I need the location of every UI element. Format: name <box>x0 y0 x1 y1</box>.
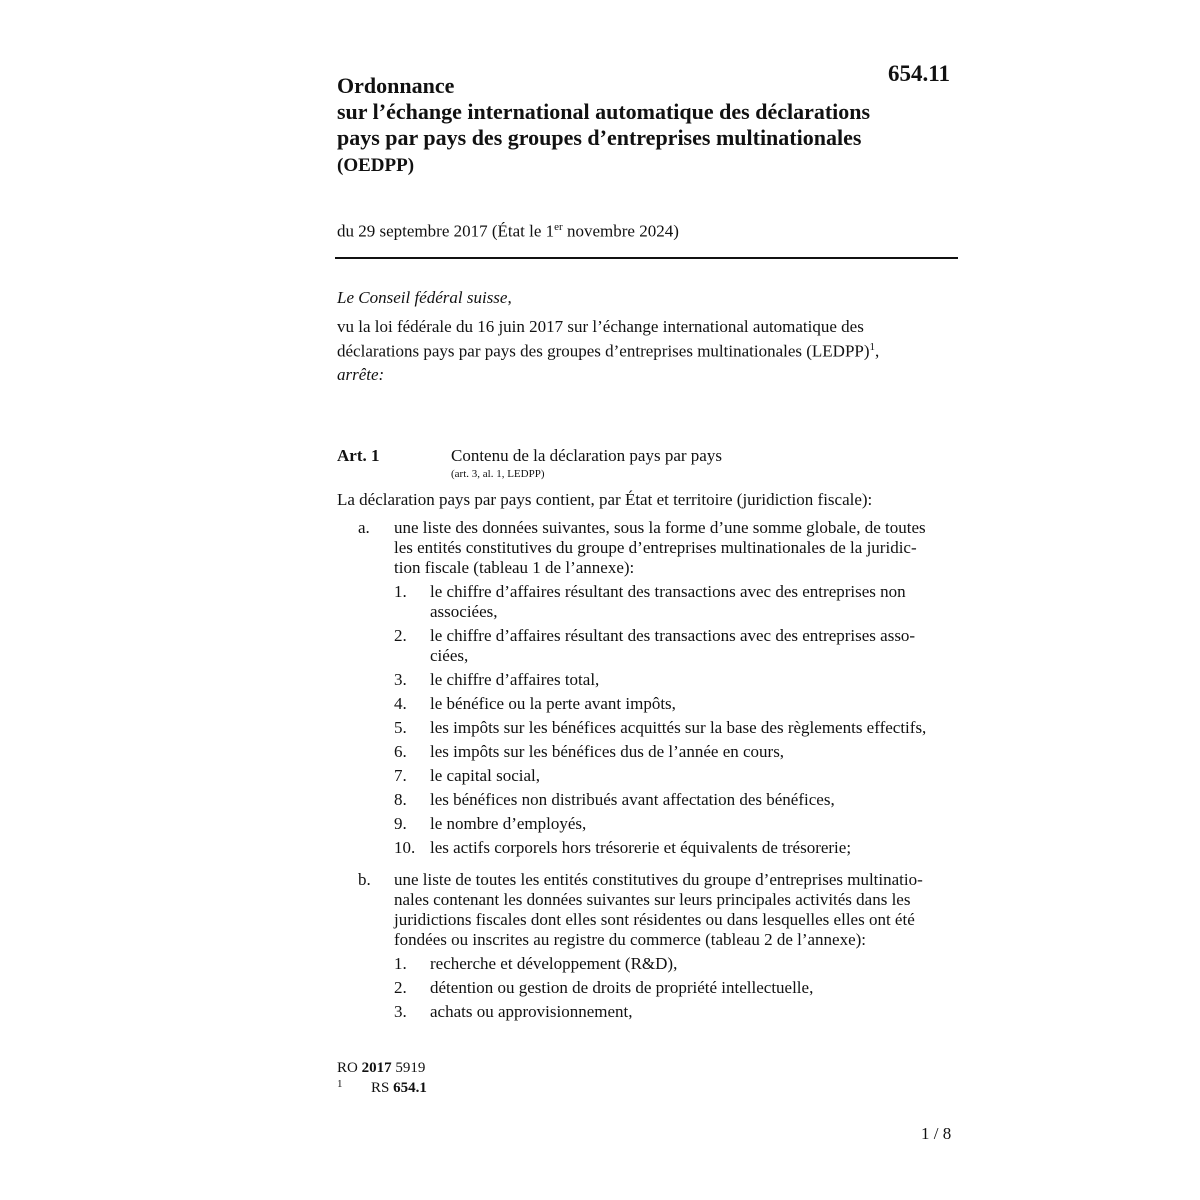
sub-item-text <box>430 814 957 834</box>
issuer-line <box>337 287 957 308</box>
sub-item-line: les actifs corporels hors trésorerie et équivalents de trésorerie; <box>430 838 852 857</box>
item-body <box>394 870 957 1022</box>
sub-item-line: les impôts sur les bénéfices acquittés sur la base des règlements effectifs, <box>430 718 927 737</box>
footnotes <box>337 1058 427 1098</box>
legal-basis-end: , <box>875 341 880 361</box>
sub-item-text <box>430 718 957 738</box>
title-line-2: sur l’échange international automatique des déclarations <box>337 99 871 124</box>
sub-item-number: 3. <box>394 1002 407 1021</box>
sub-item-number: 7. <box>394 766 407 785</box>
sub-item-number: 3. <box>394 670 407 689</box>
item-body <box>394 518 957 858</box>
sub-item-text <box>430 670 957 690</box>
sub-item-text <box>430 694 957 714</box>
sub-item <box>394 718 957 738</box>
sub-item-line: le nombre d’employés, <box>430 814 587 833</box>
issuer-comma: , <box>507 288 512 307</box>
sub-item-number: 4. <box>394 694 407 713</box>
sub-item <box>394 1002 957 1022</box>
sub-item-line: associées, <box>430 602 498 621</box>
sub-item-line: achats ou approvisionnement, <box>430 1002 633 1021</box>
article-title: Contenu de la déclaration pays par pays <box>451 446 722 465</box>
sub-item-number: 5. <box>394 718 407 737</box>
ro-page: 5919 <box>391 1060 426 1076</box>
item-line: tion fiscale (tableau 1 de l’annexe): <box>394 558 635 577</box>
list-item-a <box>337 518 957 858</box>
sub-item-line: détention ou gestion de droits de propriété intellectuelle, <box>430 978 814 997</box>
sub-item <box>394 670 957 690</box>
sub-item-number: 10. <box>394 838 416 857</box>
footnote-ref-1[interactable]: 1 <box>869 341 876 353</box>
article-intro: La déclaration pays par pays contient, par État et territoire (juridiction fiscale): <box>337 490 873 509</box>
sub-item <box>394 694 957 714</box>
sub-item-number: 1. <box>394 582 407 601</box>
sub-item-number: 6. <box>394 742 407 761</box>
sub-item-number: 2. <box>394 626 407 645</box>
issuer: Le Conseil fédéral suisse <box>337 288 508 307</box>
list-item-b <box>337 870 957 1022</box>
title-abbreviation: (OEDPP) <box>337 155 415 176</box>
ordinance-date <box>337 216 679 243</box>
sub-item-text <box>430 626 957 666</box>
sub-item <box>394 814 957 834</box>
article-reference: (art. 3, al. 1, LEDPP) <box>451 468 545 480</box>
ordinance-title <box>337 73 957 181</box>
sub-item-text <box>430 790 957 810</box>
sub-item-line: le chiffre d’affaires total, <box>430 670 600 689</box>
sub-item-line: recherche et développement (R&D), <box>430 954 678 973</box>
sub-item-number: 9. <box>394 814 407 833</box>
footnote-number: 1 <box>337 1078 343 1090</box>
sub-item <box>394 954 957 974</box>
title-line-1: Ordonnance <box>337 73 455 98</box>
sub-item-text <box>430 742 957 762</box>
sub-item-line: le chiffre d’affaires résultant des transactions avec des entreprises asso- <box>430 626 916 645</box>
sub-item-text <box>430 954 957 974</box>
item-line: nales contenant les données suivantes sur leurs principales activités dans les <box>394 890 911 909</box>
decree-word: arrête: <box>337 364 385 384</box>
footnote-1 <box>337 1078 427 1098</box>
sub-item-text <box>430 978 957 998</box>
footnote-sr-link[interactable]: 654.1 <box>393 1080 427 1096</box>
item-letter: b. <box>358 870 371 889</box>
sub-item-line: le chiffre d’affaires résultant des transactions avec des entreprises non <box>430 582 906 601</box>
item-line: une liste de toutes les entités constitutives du groupe d’entreprises multinatio- <box>394 870 923 889</box>
sub-item-text <box>430 766 957 786</box>
title-line-3: pays par pays des groupes d’entreprises multinationales <box>337 125 862 150</box>
sub-item <box>394 978 957 998</box>
page-number: 1 / 8 <box>921 1124 952 1143</box>
article-label: Art. 1 <box>337 446 380 465</box>
sub-item-number: 1. <box>394 954 407 973</box>
sub-item-text <box>430 838 957 858</box>
legal-basis-text: déclarations pays par pays des groupes d’entreprises multinationales (LEDPP) <box>337 341 870 361</box>
legal-basis-line-1: vu la loi fédérale du 16 juin 2017 sur l’échange international automatique des <box>337 317 864 336</box>
sub-item-number: 2. <box>394 978 407 997</box>
sub-item-number: 8. <box>394 790 407 809</box>
sub-item-line: les impôts sur les bénéfices dus de l’année en cours, <box>430 742 785 761</box>
sub-item-line: ciées, <box>430 646 469 665</box>
sub-item <box>394 766 957 786</box>
preamble <box>337 287 957 385</box>
sub-item-text <box>430 582 957 622</box>
sub-item <box>394 838 957 858</box>
sub-item-line: le capital social, <box>430 766 540 785</box>
date-prefix: du 29 septembre 2017 (État le 1 <box>337 221 555 241</box>
sub-item-line: les bénéfices non distribués avant affectation des bénéfices, <box>430 790 835 809</box>
sub-item <box>394 790 957 810</box>
item-line: les entités constitutives du groupe d’entreprises multinationales de la juridic- <box>394 538 917 557</box>
item-line: fondées ou inscrites au registre du commerce (tableau 2 de l’annexe): <box>394 930 867 949</box>
sub-list <box>394 582 957 858</box>
item-letter: a. <box>358 518 370 537</box>
sub-item <box>394 582 957 622</box>
item-line: une liste des données suivantes, sous la forme d’une somme globale, de toutes <box>394 518 926 537</box>
ro-year: 2017 <box>361 1060 392 1076</box>
item-line: juridictions fiscales dont elles sont résidentes ou dans lesquelles elles ont été <box>394 910 915 929</box>
sr-number: 654.11 <box>888 61 950 86</box>
sub-item <box>394 626 957 666</box>
sub-item <box>394 742 957 762</box>
sub-item-line: le bénéfice ou la perte avant impôts, <box>430 694 676 713</box>
date-superscript: er <box>554 221 563 233</box>
sub-item-text <box>430 1002 957 1022</box>
ro-prefix: RO <box>337 1060 362 1076</box>
footnote-prefix: RS <box>371 1080 394 1096</box>
sub-list <box>394 954 957 1022</box>
legal-basis-line-2 <box>337 337 957 362</box>
date-suffix: novembre 2024) <box>562 221 679 241</box>
title-divider <box>335 257 958 259</box>
official-collection-reference <box>337 1058 427 1078</box>
